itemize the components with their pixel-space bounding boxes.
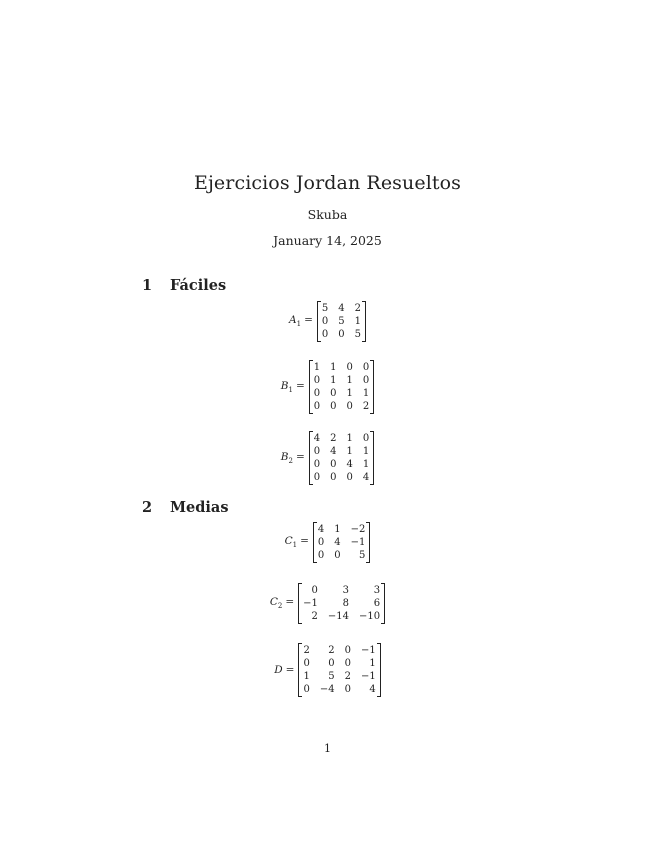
document-title: Ejercicios Jordan Resueltos (193, 172, 462, 194)
matrix-entry: 4 (369, 684, 376, 695)
matrix-entry: 0 (313, 388, 321, 399)
matrix-row (313, 400, 371, 413)
right-bracket (381, 583, 385, 624)
matrix-row (313, 458, 371, 471)
matrix-entry: 2 (328, 645, 335, 656)
matrix-equation-c2 (0, 583, 655, 624)
matrix (317, 301, 366, 342)
matrix-entry: −1 (350, 537, 366, 548)
matrix-entry: 1 (362, 388, 370, 399)
equation-body (289, 301, 366, 342)
matrix-name: C (284, 535, 293, 548)
equation-body (281, 360, 375, 414)
matrix-entry: 3 (373, 585, 381, 596)
matrix-entry: 1 (346, 375, 353, 386)
matrix-entry: 0 (334, 550, 341, 561)
matrix-equation-d (0, 643, 655, 697)
matrix-label (281, 451, 305, 465)
matrix-row (313, 432, 371, 445)
section-title: Fáciles (170, 277, 227, 294)
matrix-name: D (274, 664, 283, 676)
matrix (309, 431, 375, 485)
matrix-row (302, 610, 381, 623)
matrix-entry: −1 (360, 645, 376, 656)
matrix-entry: 0 (317, 537, 325, 548)
matrix-entry: 1 (354, 316, 361, 327)
matrix-row (302, 683, 376, 696)
matrix (298, 583, 385, 624)
matrix-equation-c1 (0, 522, 655, 563)
matrix-entry: 0 (328, 658, 335, 669)
equals-sign: = (285, 664, 295, 676)
matrix-row (302, 670, 376, 683)
matrix-subscript: 1 (292, 541, 298, 550)
matrix-entry: 4 (313, 433, 321, 444)
matrix-entry: 3 (342, 585, 350, 596)
matrix-name: B (280, 450, 289, 463)
matrix-entry: 2 (330, 433, 337, 444)
matrix-entry: 1 (362, 459, 370, 470)
matrix-entry: 0 (330, 388, 337, 399)
matrix-entry: 8 (342, 598, 350, 609)
matrix-entry: −1 (360, 671, 376, 682)
matrix-entry: 0 (317, 550, 325, 561)
matrix-entry: 4 (317, 524, 325, 535)
matrix-entry: 0 (330, 401, 337, 412)
section-heading-faciles (142, 277, 226, 294)
equals-sign: = (304, 314, 313, 327)
matrix-entry: 0 (313, 375, 321, 386)
matrix-entry: 2 (303, 645, 310, 656)
matrix-entry: 0 (313, 446, 321, 457)
matrix-name: C (269, 596, 278, 609)
matrix-name: B (280, 379, 289, 392)
matrix-entry: 1 (362, 446, 370, 457)
matrix-entry: 5 (328, 671, 335, 682)
matrix-entry: 0 (344, 684, 351, 695)
matrix-entry: 0 (321, 329, 329, 340)
matrix-row (317, 523, 367, 536)
matrix (313, 522, 371, 563)
matrix-row (313, 374, 371, 387)
matrix-entry: 1 (369, 658, 376, 669)
matrix-entries (302, 584, 381, 623)
matrix-entries (313, 432, 371, 484)
matrix-entry: 0 (344, 645, 351, 656)
matrix-row (313, 471, 371, 484)
matrix-entry: 0 (338, 329, 345, 340)
matrix-entries (302, 644, 376, 696)
matrix-entry: 0 (330, 459, 337, 470)
matrix-entry: 5 (359, 550, 366, 561)
right-bracket (362, 301, 366, 342)
matrix-name: A (289, 314, 297, 327)
matrix-entry: 4 (346, 459, 353, 470)
matrix-entry: 1 (313, 362, 321, 373)
matrix-entry: 1 (346, 388, 353, 399)
equals-sign: = (295, 450, 305, 463)
equals-sign: = (300, 535, 309, 548)
matrix-entry: 1 (330, 362, 337, 373)
matrix-entry: −10 (359, 611, 381, 622)
matrix-entry: 0 (311, 585, 318, 596)
matrix-entry: 0 (303, 684, 310, 695)
matrix-entry: 6 (373, 598, 381, 609)
matrix-label (270, 596, 294, 610)
matrix-entry: 1 (346, 433, 353, 444)
right-bracket (377, 643, 381, 697)
matrix (309, 360, 375, 414)
right-bracket (370, 431, 374, 485)
matrix-entry: 0 (362, 433, 370, 444)
matrix-row (313, 445, 371, 458)
matrix-entry: 2 (354, 303, 361, 314)
matrix-entry: 0 (330, 472, 337, 483)
matrix-entry: −14 (327, 611, 350, 622)
matrix-entry: 0 (346, 472, 353, 483)
matrix-entry: 2 (311, 611, 318, 622)
matrix-entry: 1 (330, 375, 337, 386)
matrix-entry: 4 (338, 303, 345, 314)
matrix-row (317, 536, 367, 549)
matrix (298, 643, 380, 697)
matrix-entry: −1 (303, 598, 318, 609)
matrix-entry: 0 (362, 362, 370, 373)
equation-body (274, 643, 380, 697)
matrix-subscript: 2 (277, 602, 283, 611)
matrix-entries (313, 361, 371, 413)
matrix-entry: 1 (303, 671, 310, 682)
matrix-entry: −4 (319, 684, 335, 695)
matrix-label (274, 664, 294, 676)
matrix-entry: 2 (344, 671, 351, 682)
section-title: Medias (170, 499, 229, 516)
matrix-label (281, 380, 305, 394)
matrix-entry: 0 (346, 362, 353, 373)
matrix-row (302, 597, 381, 610)
equation-body (285, 522, 371, 563)
matrix-entry: 5 (338, 316, 345, 327)
section-number: 2 (142, 499, 153, 516)
matrix-subscript: 1 (296, 320, 302, 329)
matrix-entry: 0 (346, 401, 353, 412)
right-bracket (370, 360, 374, 414)
matrix-entry: 0 (303, 658, 310, 669)
matrix-entry: 0 (313, 401, 321, 412)
matrix-equation-b2 (0, 431, 655, 485)
matrix-entry: 0 (313, 472, 321, 483)
matrix-entry: 1 (334, 524, 341, 535)
matrix-entry: 0 (321, 316, 329, 327)
matrix-row (302, 644, 376, 657)
matrix-entries (321, 302, 362, 341)
matrix-subscript: 2 (288, 457, 293, 466)
matrix-entry: 0 (362, 375, 370, 386)
matrix-row (321, 315, 362, 328)
matrix-entry: 5 (321, 303, 329, 314)
equation-body (270, 583, 385, 624)
document-date: January 14, 2025 (273, 233, 382, 248)
matrix-entry: 4 (334, 537, 341, 548)
equation-body (281, 431, 375, 485)
matrix-equation-a1 (0, 301, 655, 342)
matrix-label (289, 314, 313, 328)
matrix-entry: 1 (346, 446, 353, 457)
matrix-row (313, 387, 371, 400)
matrix-entry: −2 (350, 524, 366, 535)
section-heading-medias (142, 499, 228, 516)
matrix-row (317, 549, 367, 562)
matrix-entry: 4 (362, 472, 370, 483)
matrix-entry: 5 (354, 329, 361, 340)
matrix-row (313, 361, 371, 374)
document-author: Skuba (307, 207, 348, 222)
matrix-row (321, 302, 362, 315)
matrix-entries (317, 523, 367, 562)
matrix-entry: 0 (313, 459, 321, 470)
matrix-row (302, 657, 376, 670)
equals-sign: = (285, 596, 295, 609)
right-bracket (366, 522, 370, 563)
matrix-entry: 4 (330, 446, 337, 457)
page-number: 1 (324, 742, 331, 755)
matrix-entry: 2 (362, 401, 370, 412)
section-number: 1 (142, 277, 153, 294)
matrix-row (321, 328, 362, 341)
matrix-row (302, 584, 381, 597)
equals-sign: = (295, 379, 305, 392)
matrix-subscript: 1 (288, 386, 293, 395)
matrix-label (285, 535, 309, 549)
matrix-entry: 0 (344, 658, 351, 669)
matrix-equation-b1 (0, 360, 655, 414)
